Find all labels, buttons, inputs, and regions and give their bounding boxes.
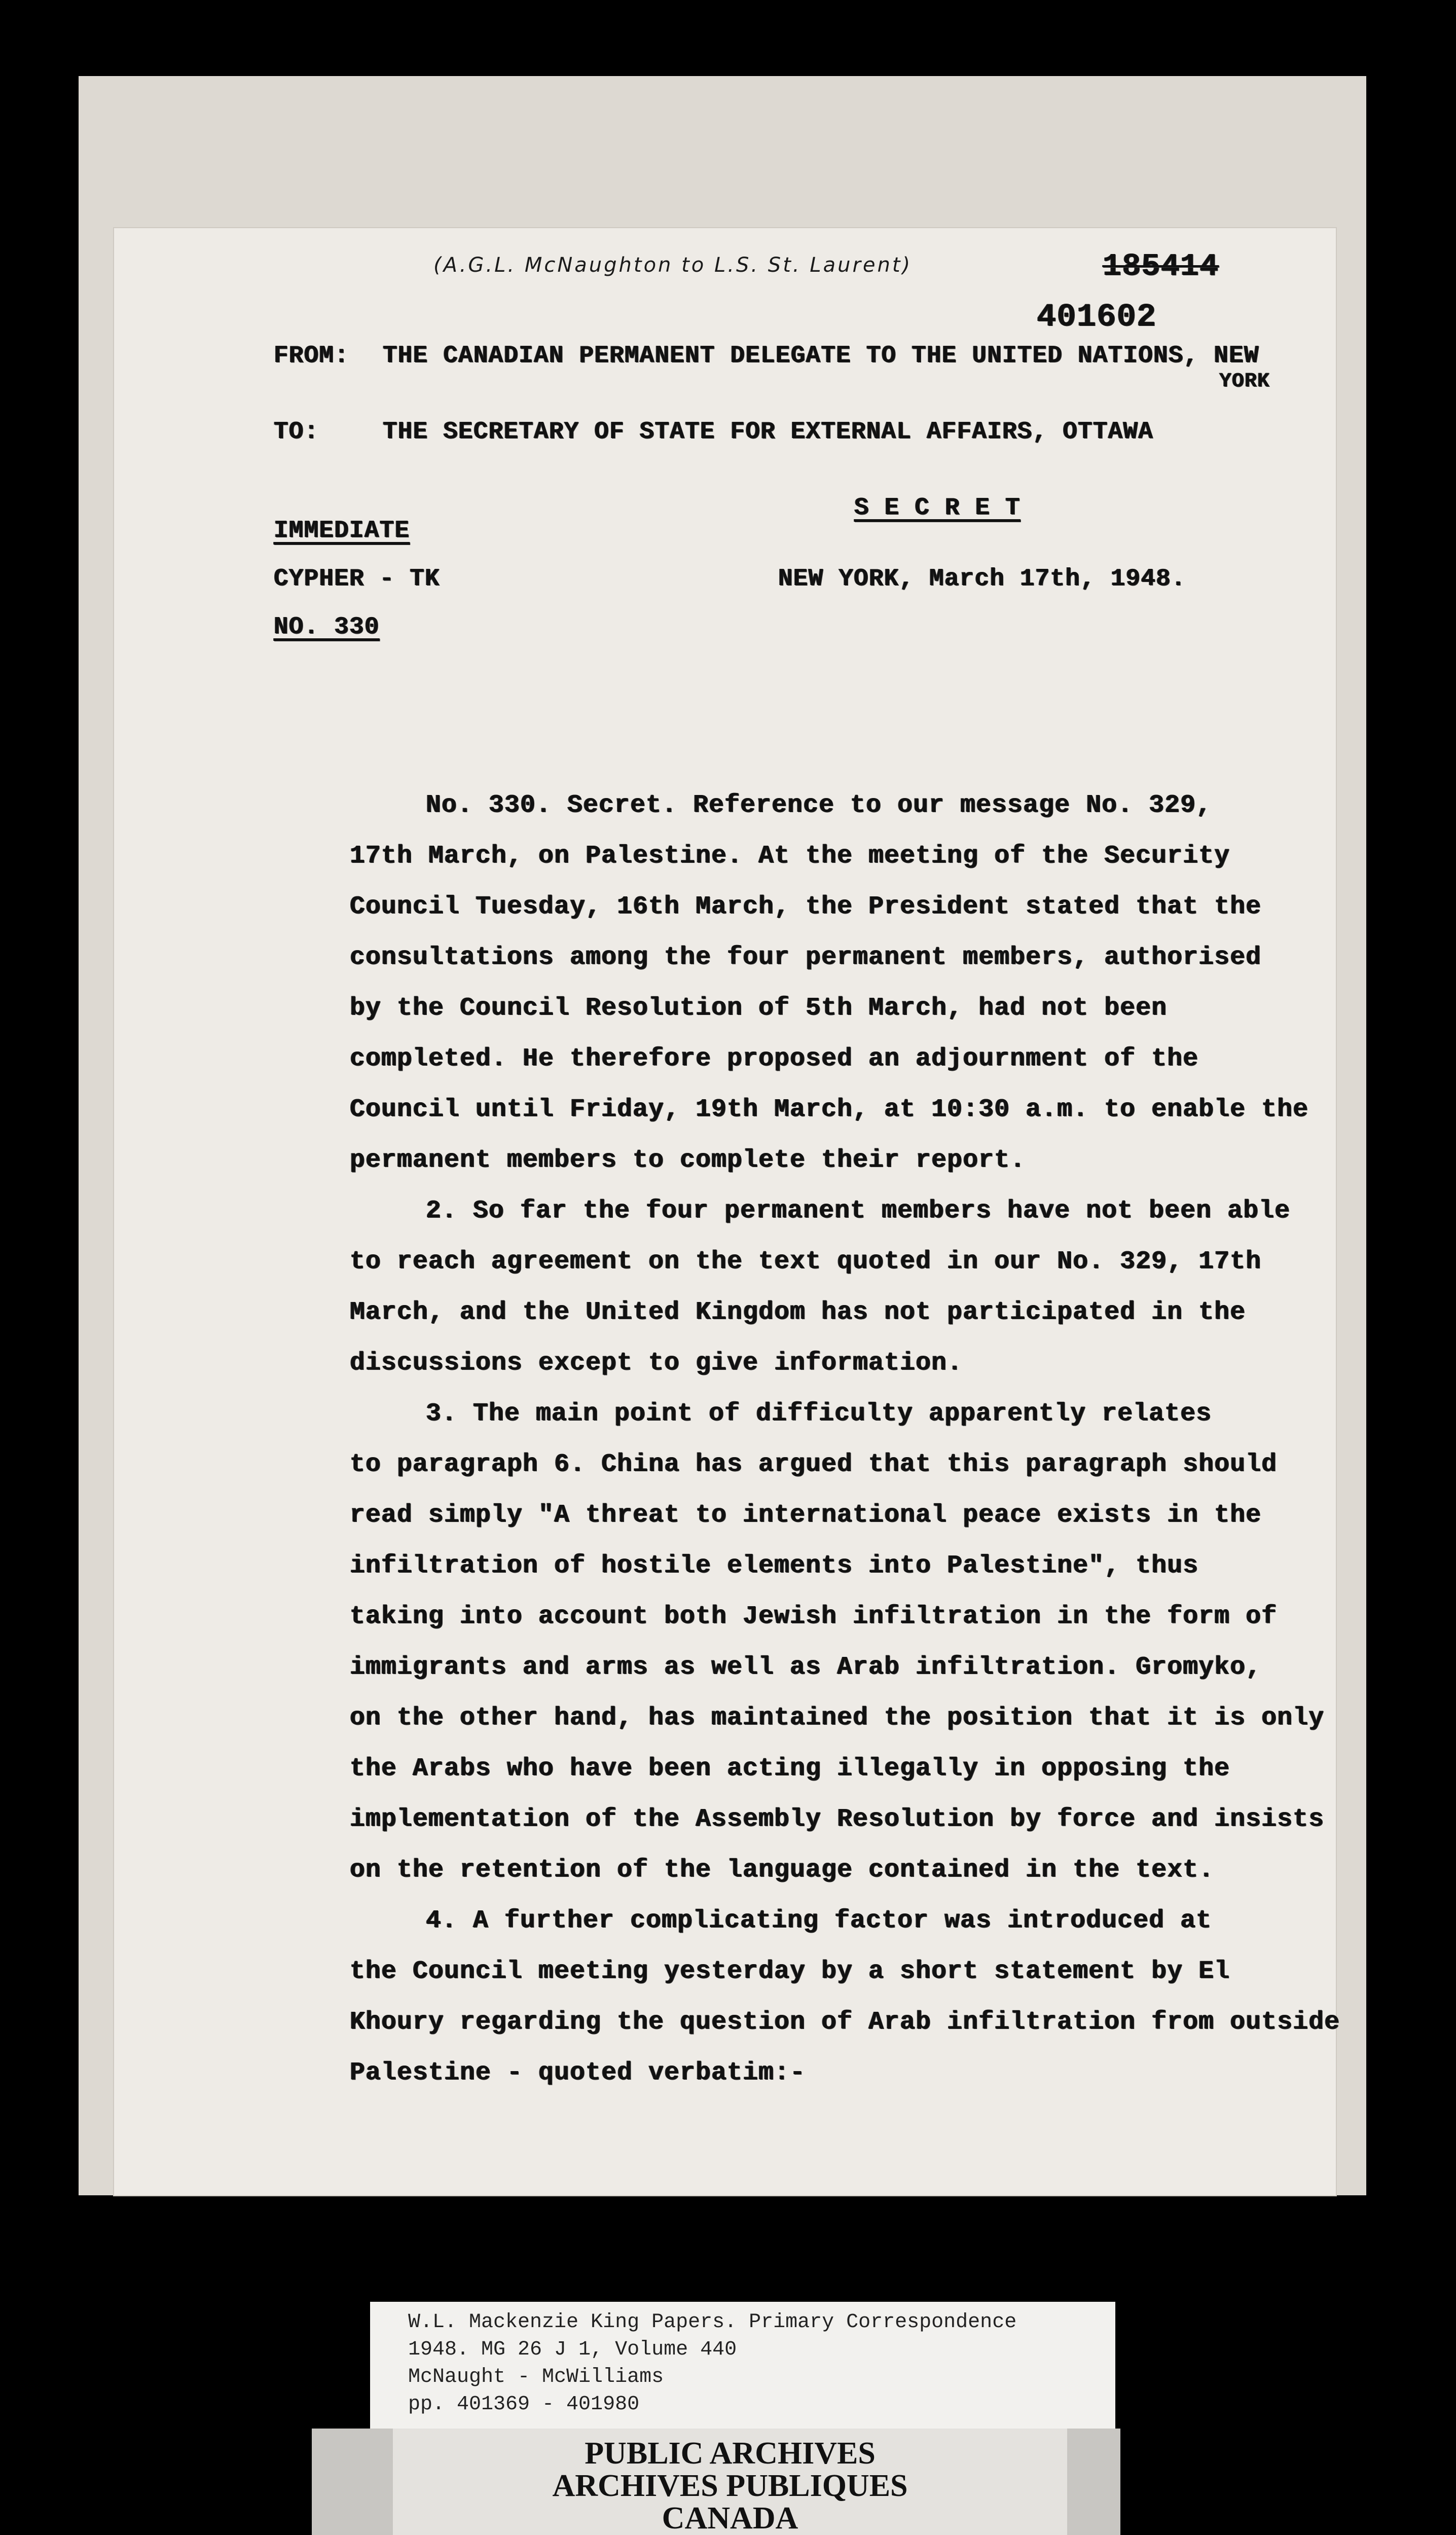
body-line: 3. The main point of difficulty apparently relates xyxy=(426,1399,1212,1428)
body-line: consultations among the four permanent members, authorised xyxy=(350,943,1262,972)
body-line: No. 330. Secret. Reference to our message No. 329, xyxy=(426,791,1212,820)
caption-line: 1948. MG 26 J 1, Volume 440 xyxy=(408,2338,737,2361)
body-line: March, and the United Kingdom has not participated in the xyxy=(350,1298,1246,1327)
body-line: read simply "A threat to international peace exists in the xyxy=(350,1501,1262,1530)
body-line: discussions except to give information. xyxy=(350,1349,963,1378)
body-line: permanent members to complete their report. xyxy=(350,1146,1026,1175)
body-line: infiltration of hostile elements into Palestine", thus xyxy=(350,1551,1199,1580)
from-label: FROM: xyxy=(274,342,350,370)
body-line: Khoury regarding the question of Arab infiltration from outside xyxy=(350,2008,1340,2037)
body-line: completed. He therefore proposed an adjournment of the xyxy=(350,1044,1199,1073)
from-text: THE CANADIAN PERMANENT DELEGATE TO THE UNITED NATIONS, NEW xyxy=(383,342,1259,370)
struck-file-number: 185414 xyxy=(1103,248,1219,284)
archive-caption-card xyxy=(370,2302,1115,2429)
file-number: 401602 xyxy=(1037,299,1157,336)
stamp-line: ARCHIVES PUBLIQUES xyxy=(552,2469,908,2503)
caption-line: W.L. Mackenzie King Papers. Primary Correspondence xyxy=(408,2311,1017,2334)
body-line: on the other hand, has maintained the position that it is only xyxy=(350,1704,1325,1732)
body-line: to paragraph 6. China has argued that this paragraph should xyxy=(350,1450,1278,1479)
place-date: NEW YORK, March 17th, 1948. xyxy=(778,565,1186,593)
document-page xyxy=(114,228,1340,2195)
body-line: immigrants and arms as well as Arab infiltration. Gromyko, xyxy=(350,1653,1262,1682)
body-line: by the Council Resolution of 5th March, had not been xyxy=(350,994,1168,1023)
handwritten-note: (A.G.L. McNaughton to L.S. St. Laurent) xyxy=(433,254,913,277)
body-line: 17th March, on Palestine. At the meeting of the Security xyxy=(350,842,1230,871)
archive-stamp xyxy=(312,2429,1120,2535)
body-line: the Arabs who have been acting illegally in opposing the xyxy=(350,1754,1230,1783)
caption-line: McNaught - McWilliams xyxy=(408,2366,664,2388)
from-text-cont: YORK xyxy=(1219,370,1270,393)
body-line: Council Tuesday, 16th March, the President stated that the xyxy=(350,892,1262,921)
caption-line: pp. 401369 - 401980 xyxy=(408,2393,640,2416)
body-line: to reach agreement on the text quoted in our No. 329, 17th xyxy=(350,1247,1262,1276)
to-text: THE SECRETARY OF STATE FOR EXTERNAL AFFAIRS, OTTAWA xyxy=(383,418,1154,446)
body-line: implementation of the Assembly Resolution by force and insists xyxy=(350,1805,1325,1834)
message-number: NO. 330 xyxy=(274,613,380,641)
classification: S E C R E T xyxy=(854,494,1021,522)
body-line: Palestine - quoted verbatim:- xyxy=(350,2058,806,2087)
body-line: Council until Friday, 19th March, at 10:30 a.m. to enable the xyxy=(350,1095,1309,1124)
cypher: CYPHER - TK xyxy=(274,565,440,593)
stamp-line: CANADA xyxy=(662,2501,798,2535)
priority: IMMEDIATE xyxy=(274,517,410,545)
stamp-line: PUBLIC ARCHIVES xyxy=(585,2436,876,2471)
to-label: TO: xyxy=(274,418,319,446)
body-line: taking into account both Jewish infiltration in the form of xyxy=(350,1602,1278,1631)
body-line: the Council meeting yesterday by a short statement by El xyxy=(350,1957,1230,1986)
body-line: on the retention of the language contained in the text. xyxy=(350,1856,1215,1885)
body-line: 2. So far the four permanent members have not been able xyxy=(426,1197,1291,1225)
body-line: 4. A further complicating factor was introduced at xyxy=(426,1906,1212,1935)
